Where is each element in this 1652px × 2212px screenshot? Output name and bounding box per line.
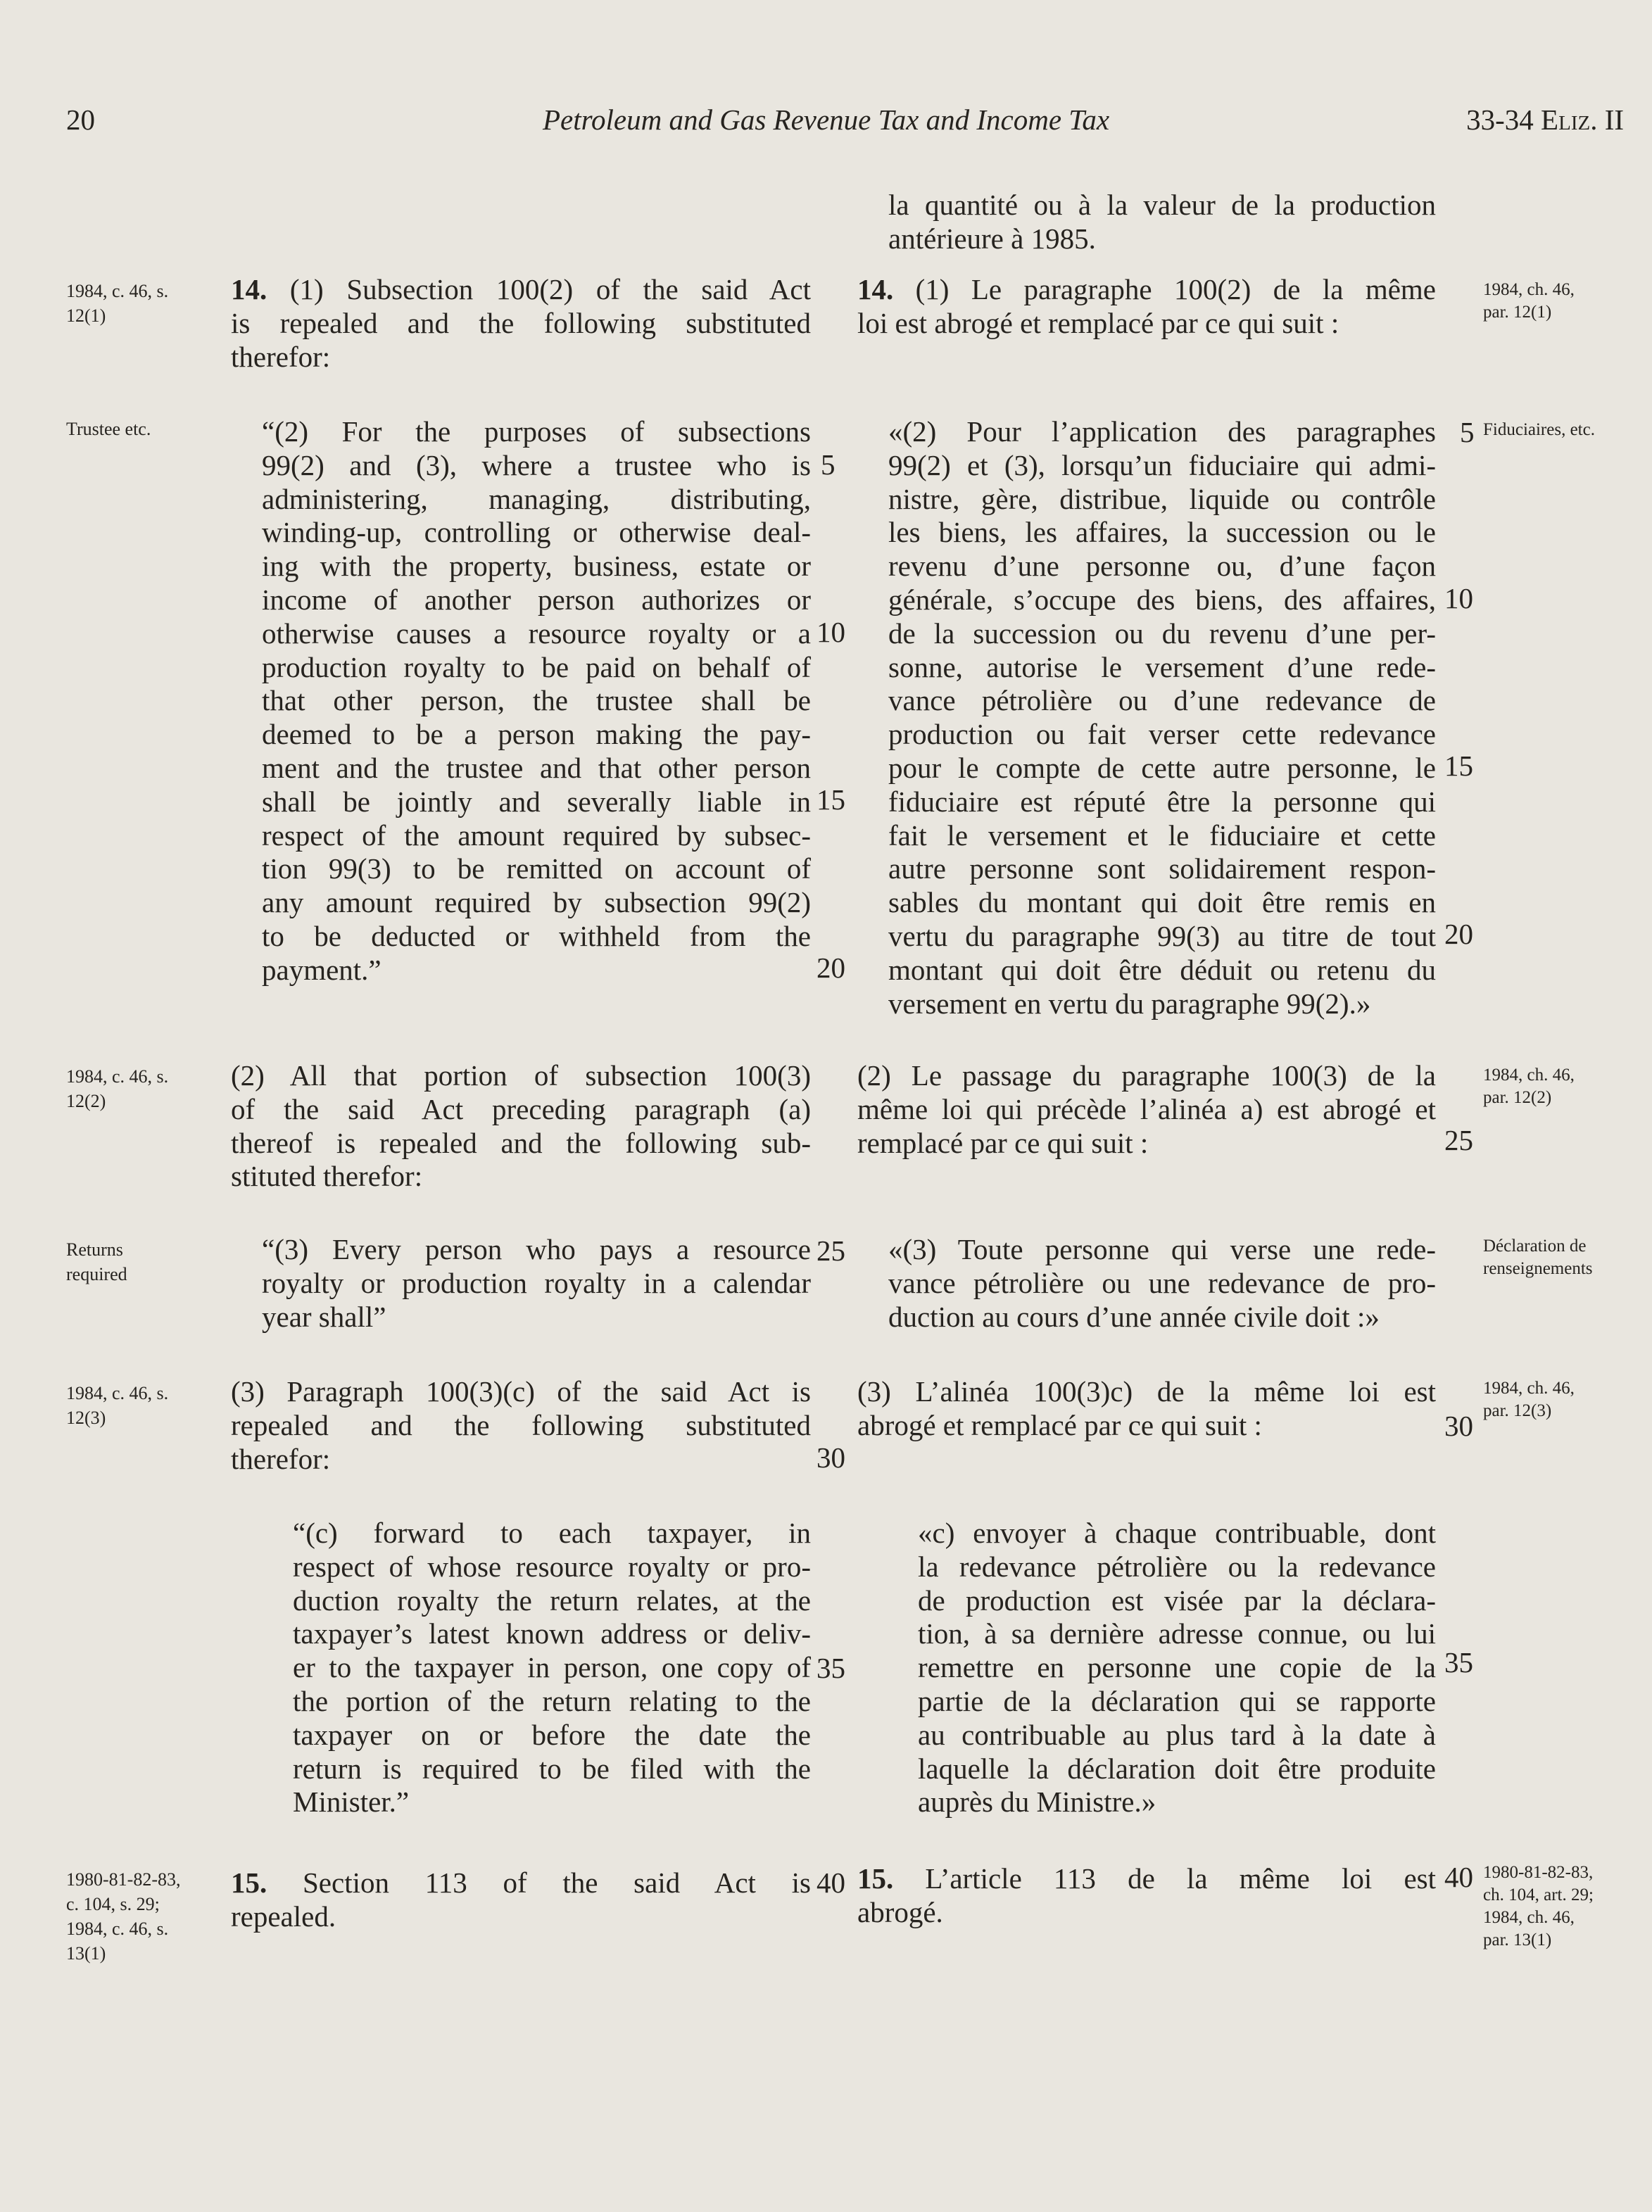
left-marginal-note-s15: 1980-81-82-83, c. 104, s. 29; 1984, c. 46, s. 13(1) (66, 1869, 181, 1964)
en-line-number: 25 (816, 1234, 845, 1267)
fr-continuation: la quantité ou à la valeur de la production antérieure à 1985. (888, 189, 1436, 255)
fr-section-number-15: 15. (857, 1862, 894, 1895)
right-marginal-note-declaration: Déclaration de renseignements (1483, 1237, 1593, 1278)
en-section-number-15: 15. (231, 1866, 267, 1899)
fr-line-number: 15 (1444, 750, 1473, 782)
fr-line-number: 40 (1444, 1861, 1473, 1893)
fr-subsection-100-2: «(2) Pour l’application des paragraphes 99(2) et (3), lorsqu’un fiduciaire qui admi- nistre, gère, distribue, liquide ou contrôle les biens, les affaires, la succession ou le revenu d’une personne ou, d’une façon générale, s’occupe des biens, des affaires, de la succession ou du revenu d’une per- sonne, autorise le versement d’une rede- vance pétrolière ou d’une redevance de production ou fait verser cette redevance pour le compte de cette autre personne, le fiduciaire est réputé être la personne qui fait le versement et le fiduciaire et cette autre personne sont solidairement respon- sables du montant qui doit être remis en vertu du paragraphe 99(3) au titre de tout montant qui doit être déduit ou retenu du versement en vertu du paragraphe 99(2).» (888, 415, 1436, 1020)
left-marginal-note-s14-3: 1984, c. 46, s. 12(3) (66, 1383, 169, 1428)
en-paragraph-100-3-c: “(c) forward to each taxpayer, in respect of whose resource royalty or pro- duction royalty the return relates, at the taxpayer’s latest known address or deliv- er to the taxpayer in person, one copy of the portion of the return relating to the taxpayer on or before the date the return is required to be filed with the Minister.” (293, 1517, 811, 1819)
left-marginal-note-s14-1: 1984, c. 46, s. 12(1) (66, 281, 169, 326)
left-marginal-note-s14-2: 1984, c. 46, s. 12(2) (66, 1066, 169, 1111)
right-marginal-note-fiduciaires: Fiduciaires, etc. (1483, 420, 1595, 439)
fr-line-number: 30 (1444, 1410, 1473, 1442)
en-section-14-3: (3) Paragraph 100(3)(c) of the said Act is repealed and the following substituted therefor: (231, 1375, 811, 1475)
en-section-14-2: (2) All that portion of subsection 100(3) of the said Act preceding paragraph (a) thereof is repealed and the following sub- stituted therefor: (231, 1059, 811, 1193)
right-marginal-note-s14-2: 1984, ch. 46, par. 12(2) (1483, 1066, 1575, 1107)
regnal-year: 33-34 Eliz. II (1466, 103, 1624, 136)
fr-line-number: 20 (1444, 918, 1473, 950)
en-subsection-100-2: “(2) For the purposes of subsections 99(2) and (3), where a trustee who is administering, managing, distributing, winding-up, controlling or otherwise deal- ing with the property, business, estate or income of another person authorizes or otherwise causes a resource royalty or a production royalty to be paid on behalf of that other person, the trustee shall be deemed to be a person making the pay- ment and the trustee and that other person shall be jointly and severally liable in respect of the amount required by subsec- tion 99(3) to be remitted on account of any amount required by subsection 99(2) to be deducted or withheld from the payment.” (262, 415, 811, 986)
fr-section-14-3: (3) L’alinéa 100(3)c) de la même loi est abrogé et remplacé par ce qui suit : (857, 1375, 1436, 1441)
fr-section-14-1: 14. (1) Le paragraphe 100(2) de la même loi est abrogé et remplacé par ce qui suit : (857, 273, 1436, 339)
en-line-number: 30 (816, 1441, 845, 1474)
fr-subsection-100-3: «(3) Toute personne qui verse une rede- vance pétrolière ou une redevance de pro- duction au cours d’une année civile doit :» (888, 1233, 1436, 1333)
en-line-number: 40 (816, 1866, 845, 1899)
en-line-number: 15 (816, 783, 845, 816)
fr-line-number: 5 (1460, 416, 1475, 448)
en-section-14-1: 14. (1) Subsection 100(2) of the said Act is repealed and the following substituted therefor: (231, 273, 811, 373)
fr-line-number: 25 (1444, 1124, 1473, 1156)
page-title: Petroleum and Gas Revenue Tax and Income Tax (542, 103, 1110, 136)
right-marginal-note-s14-1: 1984, ch. 46, par. 12(1) (1483, 280, 1575, 322)
en-line-number: 20 (816, 952, 845, 984)
fr-line-number: 10 (1444, 582, 1473, 614)
en-line-number: 10 (816, 616, 845, 648)
en-section-15: 15. Section 113 of the said Act is repealed. (231, 1866, 811, 1933)
en-line-number: 35 (816, 1652, 845, 1684)
en-subsection-100-3: “(3) Every person who pays a resource royalty or production royalty in a calendar year shall” (262, 1233, 811, 1333)
right-marginal-note-s15: 1980-81-82-83, ch. 104, art. 29; 1984, ch. 46, par. 13(1) (1483, 1863, 1594, 1949)
left-marginal-note-trustee: Trustee etc. (66, 419, 151, 439)
right-marginal-note-s14-3: 1984, ch. 46, par. 12(3) (1483, 1379, 1575, 1420)
fr-section-number-14: 14. (857, 273, 894, 305)
en-section-number-14: 14. (231, 273, 267, 305)
page-number: 20 (66, 103, 95, 136)
left-marginal-note-returns: Returns required (66, 1239, 127, 1284)
fr-section-15: 15. L’article 113 de la même loi est abrogé. (857, 1862, 1436, 1928)
en-line-number: 5 (821, 448, 836, 481)
fr-line-number: 35 (1444, 1646, 1473, 1679)
fr-paragraph-100-3-c: «c) envoyer à chaque contribuable, dont la redevance pétrolière ou la redevance de production est visée par la déclara- tion, à sa dernière adresse connue, ou lui remettre en personne une copie de la partie de la déclaration qui se rapporte au contribuable au plus tard à la date à laquelle la déclaration doit être produite auprès du Ministre.» (918, 1517, 1436, 1819)
fr-section-14-2: (2) Le passage du paragraphe 100(3) de la même loi qui précède l’alinéa a) est abrogé et remplacé par ce qui suit : (857, 1059, 1436, 1159)
